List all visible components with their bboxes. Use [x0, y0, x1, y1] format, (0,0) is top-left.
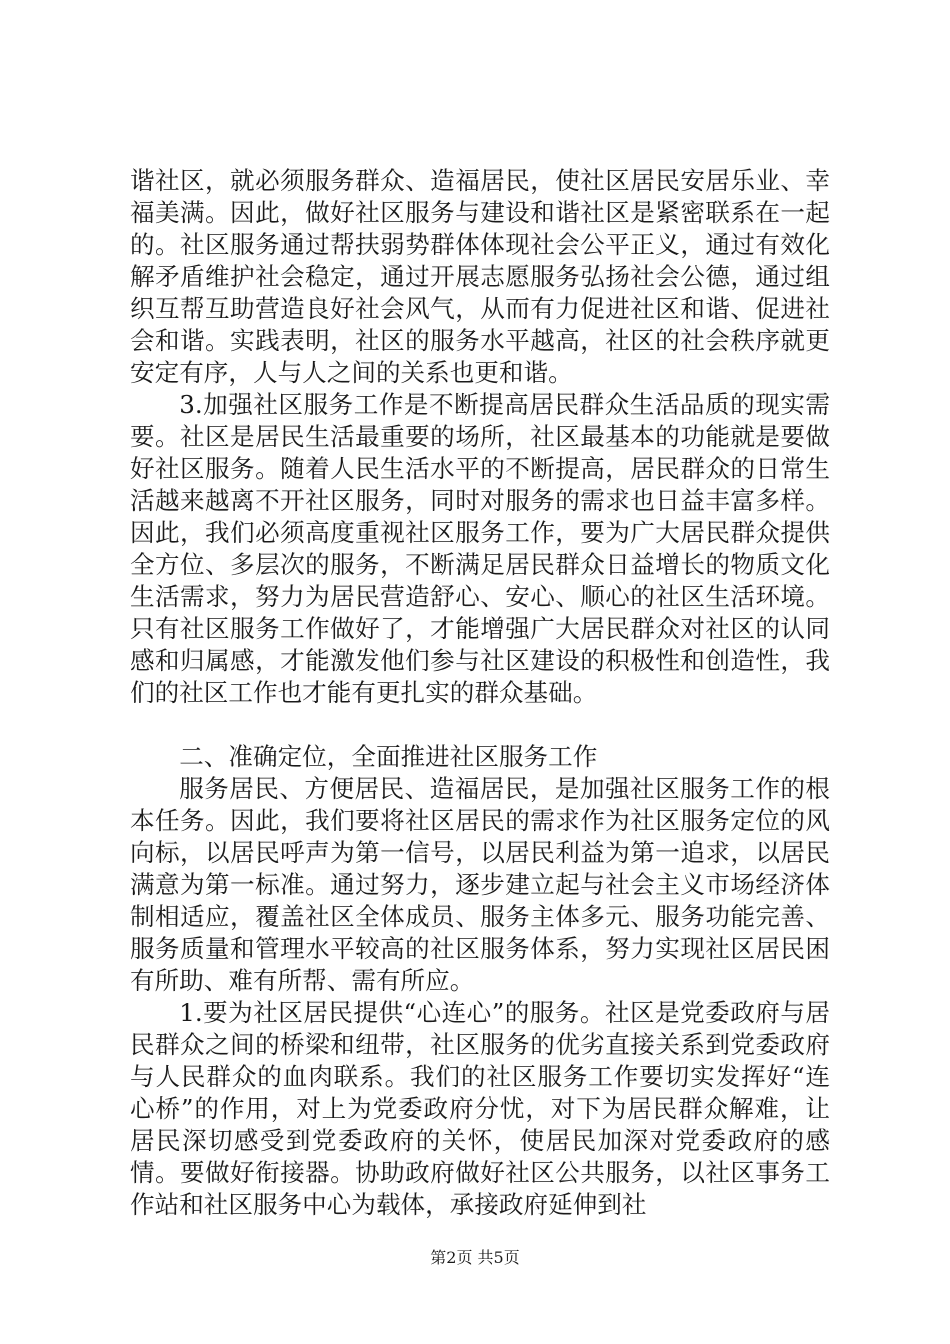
document-body	[130, 165, 830, 1221]
paragraph-section-intro: 服务居民、方便居民、造福居民，是加强社区服务工作的根本任务。因此，我们要将社区居民的需求作为社区服务定位的风向标，以居民呼声为第一信号，以居民利益为第一追求，以居民满意为第一标准。通过努力，逐步建立起与社会主义市场经济体制相适应，覆盖社区全体成员、服务主体多元、服务功能完善、服务质量和管理水平较高的社区服务体系，努力实现社区居民困有所助、难有所帮、需有所应。	[130, 774, 830, 995]
section-heading-2: 二、准确定位，全面推进社区服务工作	[179, 742, 598, 771]
paragraph-point-1: 1.要为社区居民提供“心连心”的服务。社区是党委政府与居民群众之间的桥梁和纽带，社区服务的优劣直接关系到党委政府与人民群众的血肉联系。我们的社区服务工作要切实发挥好“连心桥”的作用，对上为党委政府分忧，对下为居民群众解难，让居民深切感受到党委政府的关怀，使居民加深对党委政府的感情。要做好衔接器。协助政府做好社区公共服务，以社区事务工作站和社区服务中心为载体，承接政府延伸到社	[130, 998, 830, 1219]
paragraph-continuation: 谐社区，就必须服务群众、造福居民，使社区居民安居乐业、幸福美满。因此，做好社区服务与建设和谐社区是紧密联系在一起的。社区服务通过帮扶弱势群体体现社会公平正义，通过有效化解矛盾维护社会稳定，通过开展志愿服务弘扬社会公德，通过组织互帮互助营造良好社会风气，从而有力促进社区和谐、促进社会和谐。实践表明，社区的服务水平越高，社区的社会秩序就更安定有序，人与人之间的关系也更和谐。	[130, 166, 830, 387]
page-number-label: 第2页 共5页	[430, 1248, 520, 1267]
page-footer	[0, 1245, 950, 1268]
paragraph-point-3: 3.加强社区服务工作是不断提高居民群众生活品质的现实需要。社区是居民生活最重要的场所，社区最基本的功能就是要做好社区服务。随着人民生活水平的不断提高，居民群众的日常生活越来越离不开社区服务，同时对服务的需求也日益丰富多样。因此，我们必须高度重视社区服务工作，要为广大居民群众提供全方位、多层次的服务，不断满足居民群众日益增长的物质文化生活需求，努力为居民营造舒心、安心、顺心的社区生活环境。只有社区服务工作做好了，才能增强广大居民群众对社区的认同感和归属感，才能激发他们参与社区建设的积极性和创造性，我们的社区工作也才能有更扎实的群众基础。	[130, 390, 830, 707]
